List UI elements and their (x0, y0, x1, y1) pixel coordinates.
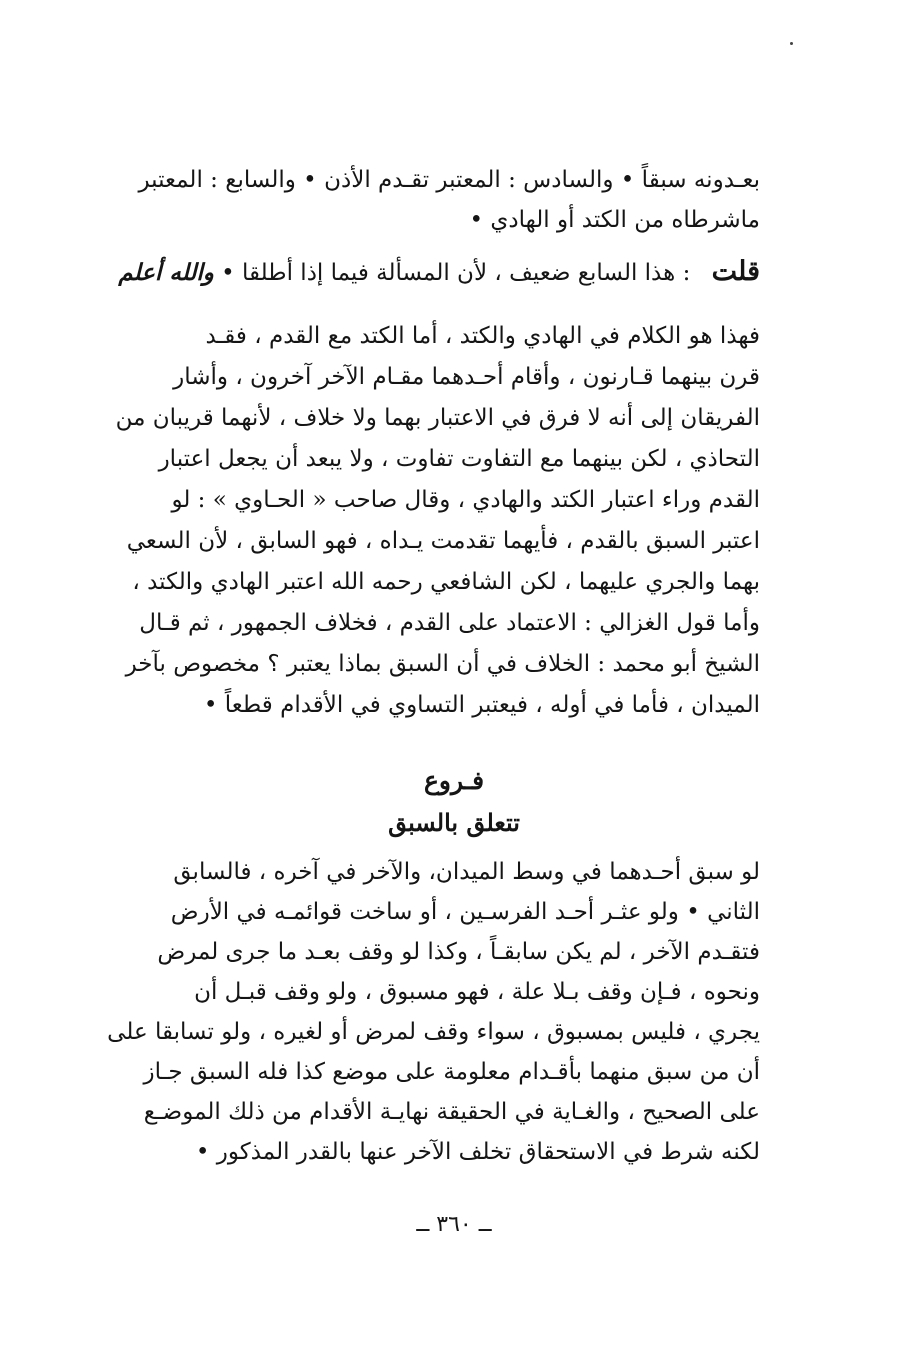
text-line: فهذا هو الكلام في الهادي والكتد ، أما الكتد مع القدم ، فقـد (205, 323, 760, 349)
text-line: يجري ، فليس بمسبوق ، سواء وقف لمرض أو لغيره ، ولو تسابقا على (107, 1019, 760, 1045)
text-line: الفريقان إلى أنه لا فرق في الاعتبار بهما ولا خلاف ، لأنهما قريبان من (115, 405, 760, 431)
section-heading: فـروع (423, 766, 485, 795)
page-number: ــ ٣٦٠ ــ (416, 1212, 492, 1237)
text-line: وأما قول الغزالي : الاعتماد على القدم ، فخلاف الجمهور ، ثم قـال (139, 610, 760, 636)
paragraph-3 (107, 852, 760, 1172)
text-line: الميدان ، فأما في أوله ، فيعتبر التساوي في الأقدام قطعاً • (203, 692, 760, 718)
note-line (118, 252, 760, 292)
text-line: بهما والجري عليهما ، لكن الشافعي رحمه الله اعتبر الهادي والكتد ، (132, 569, 760, 595)
text-line: لكنه شرط في الاستحقاق تخلف الآخر عنها بالقدر المذكور • (195, 1139, 760, 1165)
text-line: القدم وراء اعتبار الكتد والهادي ، وقال صاحب « الحـاوي » : لو (171, 487, 760, 513)
paragraph-2 (115, 316, 760, 726)
text-line: قرن بينهما قـارنون ، وأقام أحـدهما مقـام الآخر آخرون ، وأشار (173, 364, 760, 390)
text-line: لو سبق أحـدهما في وسط الميدان، والآخر في آخره ، فالسابق (173, 859, 760, 885)
text-line: فتقـدم الآخر ، لم يكن سابقـاً ، وكذا لو وقف بعـد ما جرى لمرض (157, 939, 760, 965)
text-line: على الصحيح ، والغـاية في الحقيقة نهايـة الأقدام من ذلك الموضـع (143, 1099, 760, 1125)
scan-speck (790, 42, 793, 45)
note-text: : هذا السابع ضعيف ، لأن المسألة فيما إذا أطلقا • (221, 260, 691, 286)
text-line: الشيخ أبو محمد : الخلاف في أن السبق بماذا يعتبر ؟ مخصوص بآخر (125, 651, 760, 677)
text-line: الثاني • ولو عثـر أحـد الفرسـين ، أو ساخت قوائمـه في الأرض (170, 899, 760, 925)
author-note (118, 252, 760, 292)
section-subheading: تتعلق بالسبق (388, 808, 520, 837)
text-line: ونحوه ، فـإن وقف بـلا علة ، فهو مسبوق ، ولو وقف قبـل أن (194, 979, 760, 1005)
text-line: ماشرطاه من الكتد أو الهادي • (469, 207, 760, 233)
note-label: قلت (711, 256, 760, 287)
text-line: أن من سبق منهما بأقـدام معلومة على موضع كذا فله السبق جـاز (143, 1059, 760, 1085)
note-closing: والله أعلم (118, 259, 214, 286)
text-line: بعـدونه سبقاً • والسادس : المعتبر تقـدم الأذن • والسابع : المعتبر (138, 167, 760, 193)
text-line: التحاذي ، لكن بينهما مع التفاوت تفاوت ، ولا يبعد أن يجعل اعتبار (158, 446, 760, 472)
paragraph-1 (138, 160, 760, 240)
text-line: اعتبر السبق بالقدم ، فأيهما تقدمت يـداه ، فهو السابق ، لأن السعي (126, 528, 760, 554)
